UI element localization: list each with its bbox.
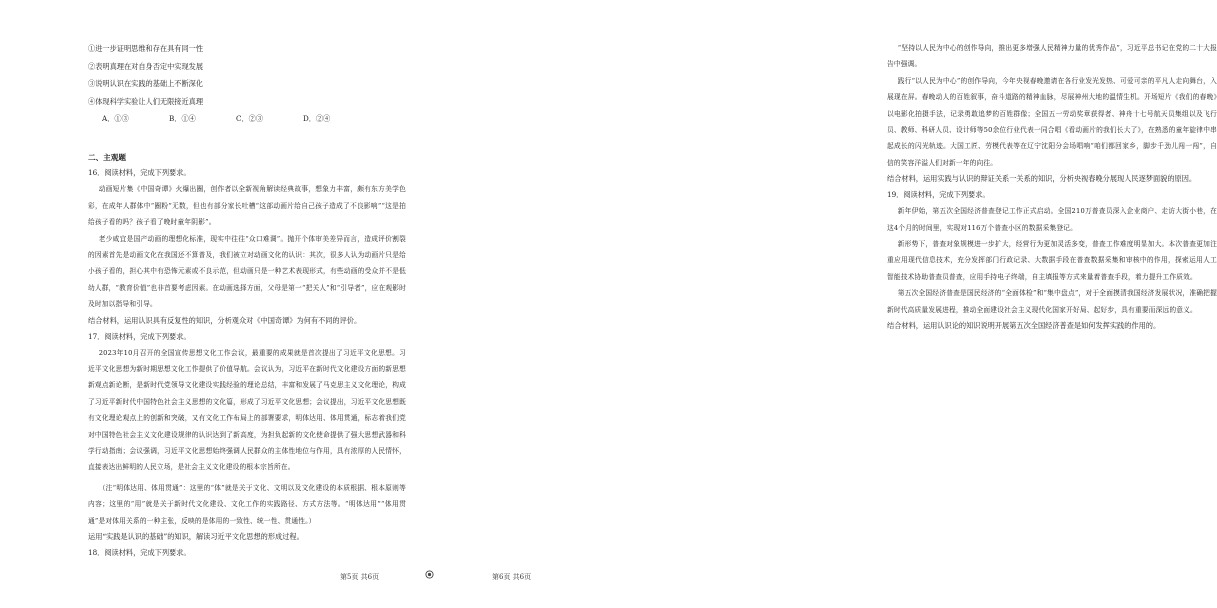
option-4: ④体现科学实验让人们无限接近真理 <box>88 96 204 106</box>
choice-a: A．①③ <box>102 114 129 124</box>
question-17-paragraph: 2023年10月召开的全国宣传思想文化工作会议，最重要的成果就是首次提出了习近平文化思想。习近平文化思想为新时期思想文化工作提供了价值导航。会议认为，习近平在新时代文化建设方面的新思想新观点新论断，是新时代党领导文化建设实践经验的理论总结，丰富和发展了马克思主义文化理论，构成了习近平新时代中国特色社会主义思想的文化篇，形成了习近平文化思想；会议提出，习近平文化思想既有文化理论观点上的创新和突破，又有文化工作布局上的部署要求，明体达用、体用贯通，标志着我们党对中国特色社会主义文化建设规律的认识达到了新高度，为担负起新的文化使命提供了强大思想武器和科学行动指南；会议强调，习近平文化思想始终强调人民群众的主体性地位与作用，具有浓厚的人民情怀，直接表达出鲜明的人民立场，是社会主义文化建设的根本宗旨所在。 <box>88 348 406 472</box>
right-page <box>430 0 1217 608</box>
question-16-task: 结合材料，运用认识具有反复性的知识，分析观众对《中国奇谭》为何有不同的评价。 <box>88 315 362 325</box>
question-19-paragraph: 第五次全国经济普查是国民经济的“全面体检”和“集中盘点”，对于全面摸清我国经济发展状况，准确把握新时代高质量发展进程，推动全面建设社会主义现代化国家开好局、起好步，具有重要而深远的意义。 <box>887 289 1217 314</box>
question-19-paragraph: 新年伊始，第五次全国经济普查登记工作正式启动。全国210万普查员深入企业商户、走访大街小巷，在这4个月的时间里，实现对116万个普查小区的数据采集登记。 <box>887 207 1217 232</box>
page-number-left: 第5页 共6页 <box>340 573 380 581</box>
question-18-paragraph: 践行“以人民为中心”的创作导向，今年央视春晚邀请在各行业发光发热、可爱可亲的平凡人走向舞台，入展现在屏。春晚动人的百姓叙事，奋斗道路的精神血脉，尽展神州大地的温情生机。开场短片《我们的春晚》以电影化拍摄手法，记录勇敢追梦的百姓群像；全国五一劳动奖章获得者、神舟十七号航天员集组以及飞行员、教师、科研人员、设计师等50余位行业代表一同合唱《看动画片的我们长大了》，在熟悉的童年旋律中串起成长的闪光轨迹。大国工匠、劳模代表等在辽宁沈阳分会场唱响“咱们都回家乡，脚步千劲儿闯一闯”，自信的笑容洋溢人们对新一年的向往。 <box>887 76 1217 167</box>
option-3: ③说明认识在实践的基础上不断深化 <box>88 79 204 89</box>
question-19-prompt: 19．阅读材料，完成下列要求。 <box>887 190 990 200</box>
question-19-task: 结合材料，运用认识论的知识说明开展第五次全国经济普查是如何发挥实践的作用的。 <box>887 321 1161 331</box>
choice-d: D．②④ <box>303 114 331 124</box>
question-16-paragraph: 动画短片集《中国奇谭》火爆出圈，创作者以全新视角解读经典故事，想象力丰富，颇有东方美学色彩，在成年人群体中“圈粉”无数，但也有部分家长吐槽“这部动画片给自己孩子造成了不良影响”“这是拍给孩子看的吗？孩子看了晚时童年阴影”。 <box>88 185 406 227</box>
choice-c: C．②③ <box>236 114 264 124</box>
question-17-note: （注“明体达用、体用贯通”：这里的“体”就是关于文化、文明以及文化建设的本质根据、根本原则等内容；这里的“用”就是关于新时代文化建设、文化工作的实践路径、方式方法等。“明体达用”“体用贯通”是对体用关系的一种主张，反映的是体用的一致性、统一性、贯通性。） <box>88 483 406 525</box>
question-18-prompt: 18．阅读材料，完成下列要求。 <box>88 548 191 558</box>
left-column <box>88 40 406 561</box>
section-title: 二、主观题 <box>88 153 126 163</box>
question-18-paragraph: “坚持以人民为中心的创作导向，推出更多增强人民精神力量的优秀作品”，习近平总书记在党的二十大报告中强调。 <box>887 44 1217 69</box>
question-17-task: 运用“实践是认识的基础”的知识，解读习近平文化思想的形成过程。 <box>88 532 304 542</box>
question-17-prompt: 17．阅读材料，完成下列要求。 <box>88 331 191 341</box>
choice-b: B．①④ <box>169 114 196 124</box>
right-column <box>887 40 1217 334</box>
option-list <box>88 40 406 110</box>
question-16-paragraph: 老少咸宜是国产动画的理想化标准，现实中往往“众口难调”。抛开个体审美差异而言，造成评价割裂的因素首先是动画文化在我国还不算普及，我们被立对动画文化的认识：其次，很多人认为动画片只是给小孩子看的，担心其中有恐怖元素或不良示范，但动画只是一种艺术表现形式，有些动画的受众并不是低幼人群，“教育价值”也非首要考虑因素。在动画选择方面，父母是第一“把关人”和“引导者”，应在观影时及时加以指导和引导。 <box>88 234 406 309</box>
page-number-right: 第6页 共6页 <box>492 573 532 581</box>
question-16-prompt: 16．阅读材料，完成下列要求。 <box>88 168 191 178</box>
binding-circle-icon <box>425 570 434 579</box>
answer-choices <box>102 110 406 127</box>
question-18-task: 结合材料，运用实践与认识的辩证关系一关系的知识，分析央视春晚分展现人民逐梦面貌的原因。 <box>887 174 1197 184</box>
option-1: ①进一步证明思维和存在具有同一性 <box>88 44 204 53</box>
option-2: ②表明真理在对自身否定中实现发展 <box>88 61 204 71</box>
question-19-paragraph: 新形势下，普查对象规模进一步扩大，经营行为更加灵活多变，普查工作难度明显加大。本次普查更加注重应用现代信息技术，充分发挥部门行政记录、大数据手段在普查数据采集和审核中的作用，探索运用人工智能技术协助普查员普查，应用手持电子终端，自主填报等方式来量着普查手段，着力提升工作质效。 <box>887 240 1217 281</box>
left-page <box>0 0 430 608</box>
